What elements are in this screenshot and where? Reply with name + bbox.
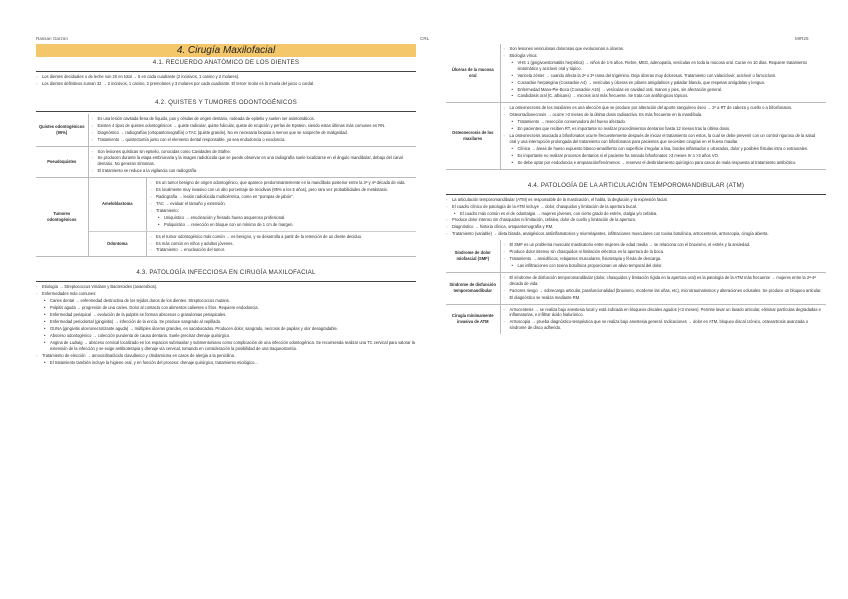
list-item: ◦ Se producen durante la etapa embrionaria y la imagen radiolúcida que se puede observar en una radiografía suele localizarse en el ángulo mandibular, debajo del canal dentario. No generan síntomas. — [92, 155, 414, 167]
list-item: ◦ Etiología vírica: — [504, 53, 824, 59]
table-row — [446, 240, 826, 272]
row-label-ulceras: Úlceras de la mucosa oral — [446, 44, 500, 103]
list-item: • Uniquístico → enucleación y fresado hueso asqueroso profesional. — [158, 215, 413, 221]
list-item: • Absceso odontogénico → colección purulenta de causa dentaria. Suele precisar drenaje quirúrgico. — [44, 333, 416, 339]
table-row — [446, 304, 826, 334]
section-4-2-heading: 4.2. QUISTES Y TUMORES ODONTOGÉNICOS — [36, 97, 416, 112]
row-label-quistes: Quistes odontogénicos (90%) — [36, 114, 88, 146]
list-item: ◦ TAC → evaluar el tamaño y extensión. — [150, 201, 413, 207]
row-label-sdtm: Síndrome de disfunción temporomandibular — [446, 272, 500, 304]
table-row — [89, 231, 417, 256]
right-page — [446, 44, 826, 334]
enfermedades-title: ◦ Enfermedades más comunes: — [36, 291, 416, 297]
list-item: • Se debe optar por endodoncia e amputación/fenómenos → reservar el desbridamiento quirúrgico para casos de mala respuesta al tratamiento antibiótico. — [512, 160, 824, 166]
table-row — [36, 178, 416, 257]
section-4-1-heading: 4.1. RECUERDO ANATÓMICO DE LOS DIENTES — [36, 57, 416, 72]
list-item: ◦ Artroscopia → prueba diagnóstico-terapéutica que se realiza bajo anestesia general. Indicaciones → dolor en ATM, bloqueo discal crónico, osteoartrosis avanzada o síndrome de disco adherido. — [504, 319, 824, 331]
list-item: ◦ Tratamiento → quistectomía junto con el elemento dental responsable, ya sea endodoncia o exodoncia. — [92, 137, 414, 143]
table-row — [446, 272, 826, 304]
section-4-4-heading: 4.4. PATOLOGÍA DE LA ARTICULACIÓN TEMPOROMANDIBULAR (ATM) — [446, 180, 826, 195]
odontoma-list — [150, 234, 413, 254]
table-row — [89, 178, 417, 231]
list-item: • Pulpitis aguda → progresión de una caries. Dolor al contacto con alimentos calientes o fríos. Requiere endodoncia. — [44, 305, 416, 311]
list-item: ◦ Tratamiento → enucleación del tumor. — [150, 247, 413, 253]
list-item: • Clínica → áreas de hueso expuesto blanco-amarillento con superficie irregular a lisa, bordes inflamados o ulcerados, dolor y posibles fístulas intra o extraorales. — [512, 146, 824, 152]
anatomy-definitive: ◦ Los dientes definitivos suman 32 → 2 incisivos, 1 canino, 2 premolares y 3 molares por cada cuadrante. El tercer molar es la muela del juicio o cordal. — [36, 81, 416, 87]
tumores-subtable — [89, 178, 417, 256]
table-row — [446, 103, 826, 169]
table-row — [36, 146, 416, 178]
table-row — [446, 44, 826, 103]
list-item: • Las infiltraciones con toxina botulínica proporcionan un alivio temporal del dolor. — [512, 263, 824, 269]
list-item: ◦ Existen 4 tipos de quistes odontogénicos → quiste radicular, quiste folicular, quiste de erupción y perlas de Epstein, siendo estas últimas más comunes en RN. — [92, 123, 414, 129]
ulceras-list — [504, 46, 824, 59]
row-label-tumores: Tumores odontogénicos — [36, 178, 88, 257]
left-page — [36, 44, 416, 366]
list-item: • GUNA (gingivitis ulceronecrotizante aguda) → múltiples úlceras grandes, en sacabocados. Producen dolor, sangrado, necrosis de papilas y olor desagradable. — [44, 326, 416, 332]
row-label-osteonecrosis: Osteonecrosis de los maxilares — [446, 103, 500, 169]
list-item: ◦ Son lesiones quísticas sin epitelio, conocidas como Cavidades de Stafne. — [92, 149, 414, 155]
list-item: • Tratamiento → resección conservadora del hueso afectado. — [512, 119, 824, 125]
header-subject: CRL — [420, 36, 430, 41]
list-item: ◦ La osteonecrosis de los maxilares es una afección que se produce por alteración del aporte sanguíneo óseo → 2º a RT de cabeza y cuello o a bifosfonatos. — [504, 105, 824, 111]
list-item: • Enfermedad periodontal (gingivitis) → infección de la encía. Se produce sangrado al cepillado. — [44, 319, 416, 325]
section-4-1-list — [36, 74, 416, 87]
list-item: • El cuadro más común es el de odontalgia → mujeres jóvenes, con cierto grado de estrés, otalgia y/o cefalea. — [454, 211, 826, 217]
header-author: Rassan Garzon — [36, 36, 68, 41]
list-item: ◦ La osteonecrosis asociada a bifosfonatos ocurre frecuentemente después de iniciar el tratamiento con estos, la cual se debe prevenir con un control riguroso de la salud oral y una interrupción prolongada del tratamiento con bifosfonatos para pacientes que necesiten cirugías en el hueso maxilar. — [504, 133, 824, 145]
pseudoquistes-list — [92, 149, 414, 175]
list-item: • Varicela zóster → cuando afecta la 2ª o 3ª rama del trigémino. Deja úlceras muy dolorosas. Tratamiento con valaciclovir, aciclovir o famciclovir. — [512, 73, 824, 79]
list-item: • Angina de Ludwig → absceso cervical localizado en los espacios submaxilar y submentoniano como complicación de una infección odontogénica. Se recomienda realizar una TC cervical para valorar la extensión de la infección y se exige antibioterapia y drenaje vía cervical, tomando en consideración la posibilidad de una traqueostomía. — [44, 340, 416, 352]
list-item: ◦ Tratamiento: — [150, 208, 413, 214]
row-label-pseudoquistes: Pseudoquistes — [36, 146, 88, 178]
anatomy-deciduous: ◦ Los dientes deciduales o de leche son 20 en total → 5 en cada cuadrante (2 incisivos, 1 canino y 2 molares). — [36, 74, 416, 80]
list-item: ◦ Es más común en niños y adultos jóvenes. — [150, 241, 413, 247]
row-label-smf: Síndrome de dolor miofascial (SMF) — [446, 240, 500, 272]
list-item: ◦ El síndrome de disfunción temporomandibular (dolor, chasquidos y limitación rígida en la apertura oral) es la patología de la ATM más frecuente → mujeres entre la 2ª-4ª década de vida. — [504, 275, 824, 287]
ulceras-osteo-table — [446, 44, 826, 170]
cysts-tumors-table — [36, 114, 416, 258]
list-item: ◦ El SMF es un problema muscular masticatorio entre mujeres de edad media → se relaciona con el bruxismo, el estrés y la ansiedad. — [504, 242, 824, 248]
table-row — [36, 114, 416, 146]
tratamiento-list — [36, 353, 416, 359]
list-item: ◦ Tratamiento (variable) → dieta blanda, analgésicos antiinflamatorios y miorrelajantes, infiltraciones musculares con toxina botulínica, artrocentesis, artroscopia, cirugía abierta. — [446, 231, 826, 237]
list-item: • Poliquístico → resección en bloque con un mínimo de 1 cm de margen. — [158, 222, 413, 228]
list-item: ◦ Radiografía → lesión radiolúcida multicéntrica, como en "pompas de jabón". — [150, 194, 413, 200]
list-item: ◦ Es un tumor benigno de origen odontogénico, que aparece predominantemente en la mandíbula posterior entre la 3ª y 4ª década de vida. — [150, 180, 413, 186]
list-item: • Coxsackie herpangina (Coxsackie A4) → vesículas y úlceras en pilares amigdalinos y paladar blando, que respetan amígdalas y lengua. — [512, 80, 824, 86]
list-item: • El tratamiento también incluye la higiene oral, y en función del proceso: drenaje quirúrgico, tratamiento etiológico... — [44, 360, 416, 366]
list-item: • VHS 1 (gingivoestomatitis herpética) → niños de 1-5 años. Fiebre, MEG, adenopatía, vesículas en toda la mucosa oral. Curan en 10 días. Requiere tratamiento sintomático y aciclovir oral y tópico. — [512, 60, 824, 72]
section-4-3-list — [36, 284, 416, 297]
list-item: ◦ Factores riesgo → sobrecarga articular, parafuncionalidad (bruxismo, morderse las uñas, etc), microtraumatismos y alteraciones oclusales. Se produce un bloqueo articular. — [504, 288, 824, 294]
header-code: MIR25 — [795, 36, 809, 41]
list-item: • Enfermedad Mano-Pie-Boca (Coxsackie A16) → vesículas en cavidad oral, manos y pies, sin afectación general. — [512, 87, 824, 93]
tratamiento-sub-list — [44, 360, 416, 366]
etiologia-item: ◦ Etiología → Streptococcus Viridans y Bacteroides (anaerobios). — [36, 284, 416, 290]
list-item: • Caries dental → enfermedad destructiva de los tejidos duros de los dientes. Streptococcus mutans. — [44, 298, 416, 304]
quistes-list — [92, 116, 414, 143]
list-item: ◦ El cuadro clínico de patología de la ATM incluye → dolor, chasquidos y limitación de la apertura bucal. — [446, 204, 826, 210]
list-item: ◦ Artrocentesis → se realiza bajo anestesia local y está indicada en bloqueos discales agudos (<3 meses). Permite lavar un lavado articular, eliminar partículas degradadas e inflamatorias, e infiltrar ácido hialurónico. — [504, 307, 824, 319]
list-item: ◦ Es el tumor odontogénico más común → es benigno, y se desarrolla a partir de la retención de un diente deciduo. — [150, 234, 413, 240]
list-item: • Candidiasis oral (C. albicans) → micosis oral más frecuente. Se trata con antifúngicos tópicos. — [512, 93, 824, 99]
list-item: ◦ Tratamiento → ansiolíticos, relajantes musculares, fisioterapia y férula de descarga. — [504, 256, 824, 262]
list-item: ◦ Diagnóstico → historia clínica, ortopantomografía y RM. — [446, 224, 826, 230]
ulceras-etio-list — [512, 60, 824, 100]
list-item: ◦ Produce dolor intenso sin chasquidos ni limitación, cefalea, dolor de cuello y limitación de la apertura. — [446, 217, 826, 223]
ameloblastoma-tx-list — [158, 215, 413, 228]
list-item: ◦ El diagnóstico se realiza mediante RM. — [504, 295, 824, 301]
row-label-ameloblastoma: Ameloblastoma — [89, 178, 147, 231]
list-item: ◦ Diagnóstico → radiografías (ortopantomografía) o TAC (quiste grande). No es necesaria biopsia a menos que se sospeche de malignidad. — [92, 130, 414, 136]
list-item: • En pacientes que reciben RT, es importante no realizar procedimientos dentarios hasta 12 meses tras la última dosis. — [512, 126, 824, 132]
atm-intro-list — [446, 197, 826, 210]
list-item: ◦ Osteorradionecrosis → ocurre >3 meses de la última dosis radioactiva. Es más frecuente en la mandíbula. — [504, 112, 824, 118]
list-item: ◦ Es localmente muy invasivo con un alto porcentaje de recidivas (95% a los 5 años), pero rara vez probabilidades de metástasis. — [150, 187, 413, 193]
enfermedades-list — [44, 298, 416, 351]
row-label-cirugia: Cirugía mínimamente invasiva de ATM — [446, 304, 500, 334]
list-item: ◦ Produce dolor intenso sin chasquidos ni limitación eléctrica en la apertura de la boca. — [504, 249, 824, 255]
list-item: • Enfermedad periapical → evolución de la pulpitis se forman abscesos o granulomas periapicales. — [44, 312, 416, 318]
list-item: ◦ El tratamiento se reduce a la vigilancia con radiografía. — [92, 168, 414, 174]
list-item: ◦ Es una lesión cavitada llena de líquido, pus y células de origen dentario, rodeada de epitelio y suelen ser asintomáticos. — [92, 116, 414, 122]
list-item: • Es importante no realizar procesos dentarios si el paciente ha tomado bifosfonatos >3 meses IV o >3 años VO. — [512, 153, 824, 159]
ameloblastoma-list — [150, 180, 413, 214]
section-4-3-heading: 4.3. PATOLOGÍA INFECCIOSA EN CIRUGÍA MAXILOFACIAL — [36, 267, 416, 282]
tratamiento-item: ◦ Tratamiento de elección → amoxicilina/ácido clavulánico y clindamicina en casos de alergia a la penicilina. — [36, 353, 416, 359]
atm-table — [446, 240, 826, 334]
list-item: ◦ La articulación temporomandibular (ATM) es responsable de la masticación, el habla, la deglución y la expresión facial. — [446, 197, 826, 203]
chapter-title: 4. Cirugía Maxilofacial — [36, 44, 416, 57]
list-item: ◦ Son lesiones vesiculosas dolorosas que evolucionan a úlceras. — [504, 46, 824, 52]
row-label-odontoma: Odontoma — [89, 231, 147, 256]
